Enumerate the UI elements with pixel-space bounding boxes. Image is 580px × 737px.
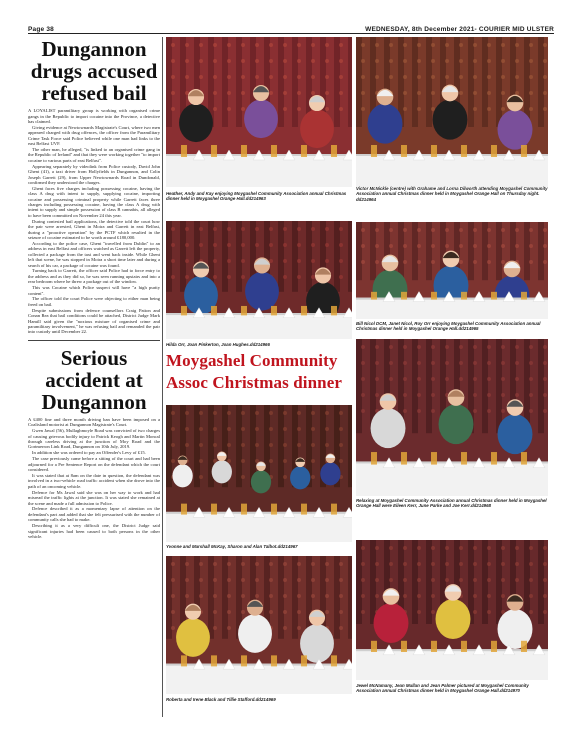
photo-scene <box>356 222 548 319</box>
article1-paragraph: The officer told the court Police were objecting to either man being freed on bail. <box>28 296 160 307</box>
photo-8 <box>356 540 548 680</box>
photo-scene <box>166 556 352 694</box>
photo-scene <box>166 405 352 542</box>
article1-paragraph: Giving evidence at Newtownards Magistrate's Court, where two men appeared charged with drug offences, the officer from the Paramilitary Crime Task Force said Police believed while one man had links to the east Belfast UVF. <box>28 124 160 147</box>
article1-paragraph: The other man, he alleged, "is linked to an organised crime gang in the Republic of Ireland" and that they were working together "to import cocaine to various parts of east Belfast". <box>28 146 160 163</box>
feature-title <box>166 350 352 398</box>
article1-body <box>28 108 160 335</box>
photo-4-caption: Bill Nicol DCM, Janet Nicol, Roy Orr enjoying Moygashel Community Association annual Christmas dinner held in Moygashel Orange Hall.dd214965 <box>356 321 541 332</box>
article2-paragraph: In addition she was ordered to pay an Offender's Levy of £15. <box>32 450 146 456</box>
photo-2 <box>356 37 548 187</box>
article2-paragraph: Defence for Ms Jawal said she was on her way to work and had misread the traffic lights at the junction. It was stated she remained at the scene and made a full admission to Police. <box>28 489 160 506</box>
article1-paragraph: Appearing separately by videolink from Police custody, David John Ghent (41), a taxi driver from Hollyfields in Dungannon, and Colin Joseph Garrett (29), from Upper Newtownards Road in Dundonald, confirmed they understood the charges. <box>28 163 160 185</box>
page-number: Page 38 <box>28 26 54 33</box>
article1-paragraph: Ghent faces five charges including possessing cocaine, having the class A drug with intent to supply, supplying cocaine, importing cocaine and possessing criminal property while Garrett faces three charges including possessing cocaine, having the class A drug with intent to supply and simple possession of class B cannabis, all alleged to have been committed on November 24 this year. <box>28 185 160 218</box>
photo-scene <box>166 221 352 339</box>
feature-title-line1: Moygashel Community <box>166 351 338 370</box>
photo-5-caption: Relaxing at Moygashel Community Association annual Christmas dinner held in Moygashel Orange Hall were Eileen Kerr, June Parke and Joe Kerr.dd214968 <box>356 498 547 509</box>
article1-paragraph: A LOYALIST paramilitary group is working with organised crime gangs in the Republic to import cocaine into the Province, a detective has claimed. <box>28 108 160 124</box>
photo-3-caption: Hilda Orr, Joan Pinkerton, Joan Hughes.dd214966 <box>166 342 270 347</box>
article-divider <box>28 340 160 341</box>
photo-6 <box>166 405 352 542</box>
photo-scene <box>356 339 548 496</box>
article1-paragraph: Turning back to Garrett, the officer said Police had to force entry to the address and as they did so, he was seen running upstairs and into a rear bedroom where he threw a package out of the window. <box>28 268 160 285</box>
photo-7-caption: Roberta and Irene Black and Tillie Stafford.dd214969 <box>166 697 276 702</box>
photo-1-caption: Heather, Andy and Kay enjoying Moygashel Community Association annual Christmas dinner held in Moygashel Orange Hall.dd214963 <box>166 191 347 202</box>
photo-8-caption: Jewel McNamany, Jean Mullan and Jean Palmer pictured at Moygashel Community Association annual Christmas dinner held in Moygashel Orange Hall.dd214970 <box>356 683 529 694</box>
photo-1 <box>166 37 352 187</box>
article1-paragraph: During contested bail applications, the detective told the court how the pair were arrested, Ghent in Moira and Garrett in east Belfast, during a "proactive operation" by the PCTF which resulted in the seizure of cocaine estimated to be worth around £180,000. <box>28 218 160 240</box>
feature-title-line2: Assoc Christmas dinner <box>166 373 342 392</box>
article2-paragraph: The case previously came before a sitting of the court and had been adjourned for a Pre Sentence Report on the defendant which the court considered. <box>28 456 160 473</box>
article2-paragraph: Gwen Jawal (56), Mullaghmoyle Road was convicted of two charges of causing grievous bodily injury to Patrick Keogh and Martin Moncal through careless driving at the junction of Moy Road and the Gortmerron Link Road, Dungannon on 10th July, 2019. <box>28 428 160 450</box>
photo-2-caption: Victor McNickle (centre) with Grahame and Lorna Dilworth attending Moygashel Community Association annual Christmas dinner held in Moygashel Orange Hall on Thursday night. dd214964 <box>356 186 548 202</box>
page-header <box>28 22 554 34</box>
article2-body <box>28 417 160 539</box>
left-column <box>28 37 160 717</box>
photo-scene <box>166 37 352 187</box>
photo-5 <box>356 339 548 496</box>
article2-paragraph: Describing it as a very difficult one, the District Judge said significant injuries had been caused to both persons in the other vehicle. <box>28 523 160 539</box>
column-rule <box>162 37 163 717</box>
photo-7 <box>166 556 352 694</box>
photo-6-caption: Yvonne and Marshall McKay, Sharon and Alan Talbot.dd214967 <box>166 544 298 549</box>
article2-headline: Serious accident at Dungannon <box>41 345 147 414</box>
article1-paragraph: According to the police case, Ghent "travelled from Dublin" to an address in east Belfast and officers watched as Garrett left the property, collected a package from the taxi and went back inside. While Ghent left that scene, he was stopped in Moira a short time later and during a search of his car, a package of cocaine was found. <box>28 240 160 268</box>
photo-3 <box>166 221 352 339</box>
article1-paragraph: Despite submissions from defence counsellors Craig Patton and Conan Rea that bail conditions could be attached, District Judge Mark Hamill said given the "noxious mixture of organised crime and paramilitary involvement," he was refusing bail and remanded the pair into custody until December 22. <box>28 307 160 335</box>
article2-paragraph: A £400 fine and three month driving ban have been imposed on a Coalisland motorist at Dungannon Magistrate's Court. <box>28 416 160 428</box>
article2-paragraph: It was stated that at 8am on the date in question, the defendant was involved in a two-vehicle road traffic accident when she drove into the path of an oncoming vehicle. <box>28 473 160 489</box>
article1-headline: Dungannon drugs accused refused bail <box>30 37 158 106</box>
dateline: WEDNESDAY, 8th December 2021- COURIER MID ULSTER <box>365 26 554 33</box>
article2-paragraph: Defence described it as a momentary lapse of attention on the defendant's part and added that she felt pressurised with the number of community calls she had to make. <box>28 506 160 523</box>
photo-scene <box>356 37 548 187</box>
photo-4 <box>356 222 548 319</box>
photo-scene <box>356 540 548 680</box>
article1-paragraph: This was Cocaine which Police suspect will have "a high purity content". <box>28 285 160 296</box>
